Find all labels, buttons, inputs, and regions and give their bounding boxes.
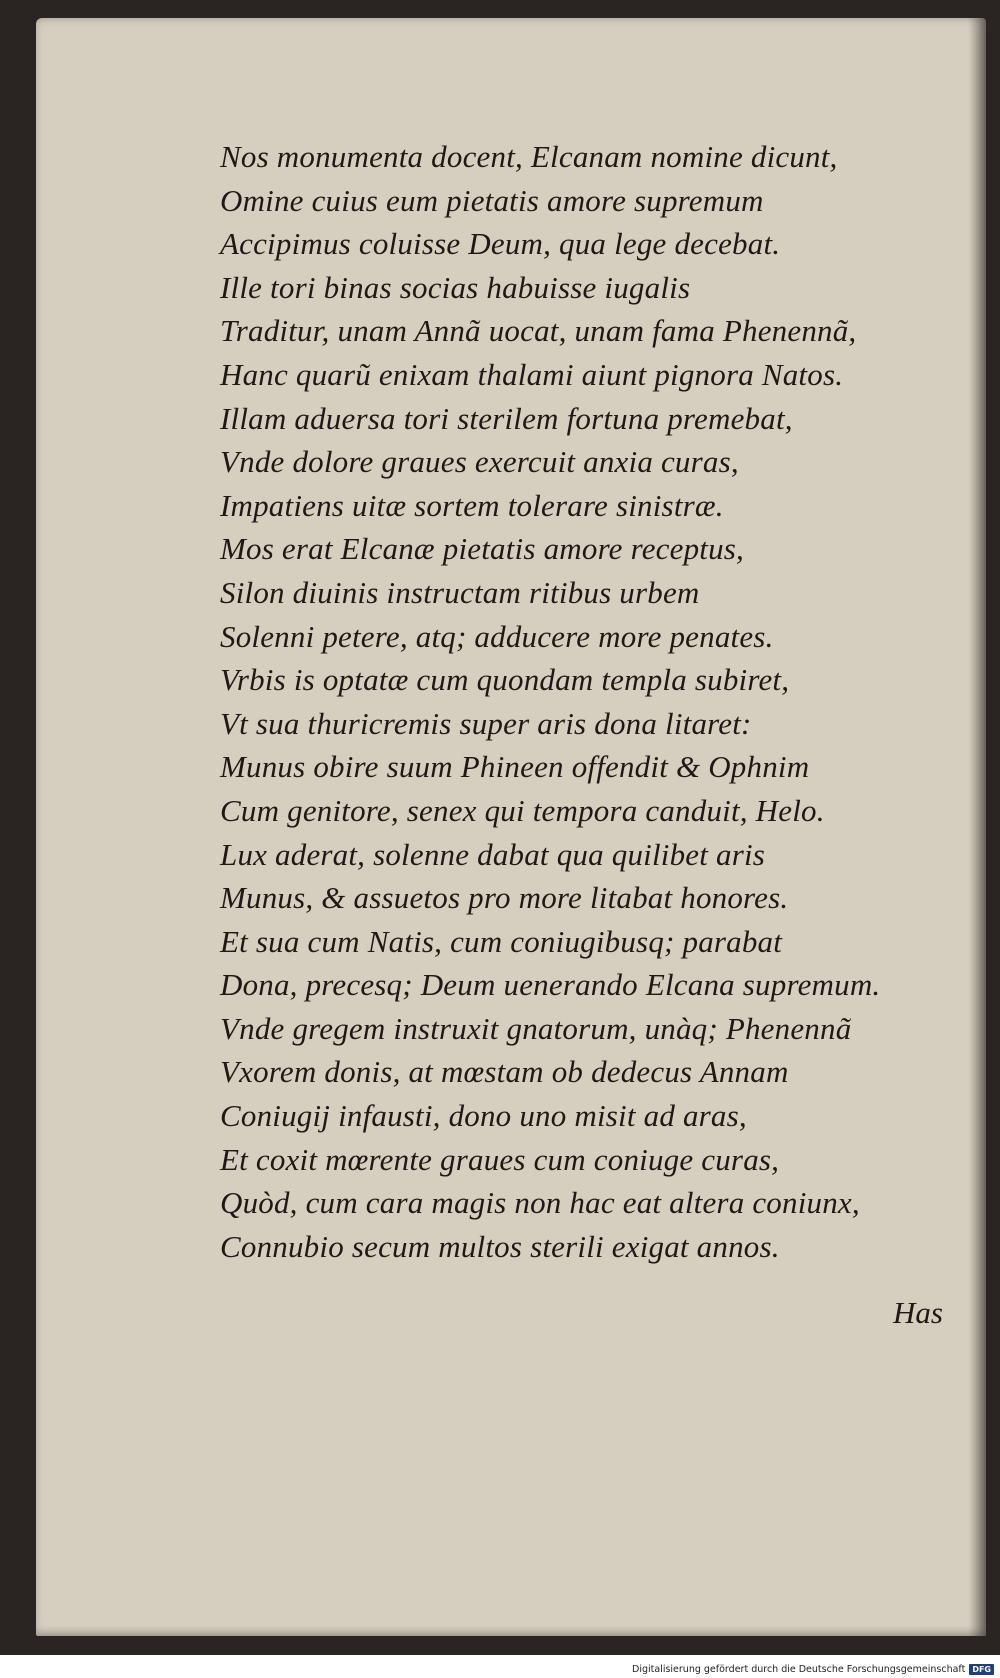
verse-line: Munus obire suum Phineen offendit & Ophnim xyxy=(220,749,810,785)
verse-line: Omine cuius eum pietatis amore supremum xyxy=(220,182,764,218)
verse-line: Lux aderat, solenne dabat qua quilibet aris xyxy=(220,836,766,872)
verse-line: Coniugij infausti, dono uno misit ad aras, xyxy=(220,1098,747,1134)
funding-credit: Digitalisierung gefördert durch die Deutsche Forschungsgemeinschaft xyxy=(632,1664,966,1675)
verse-line: Munus, & assuetos pro more litabat honores. xyxy=(220,880,789,916)
page-edge-shadow xyxy=(968,18,986,1636)
verse-line: Hanc quarũ enixam thalami aiunt pignora Natos. xyxy=(220,356,844,392)
verse-block xyxy=(220,135,960,1268)
verse-line: Dona, precesq; Deum uenerando Elcana supremum. xyxy=(220,967,881,1003)
verse-line: Vt sua thuricremis super aris dona litaret: xyxy=(220,705,752,741)
verse-line: Mos erat Elcanæ pietatis amore receptus, xyxy=(220,531,745,567)
verse-line: Vnde gregem instruxit gnatorum, unàq; Phenennã xyxy=(220,1010,852,1046)
dfg-logo-icon: DFG xyxy=(969,1664,994,1675)
verse-line: Cum genitore, senex qui tempora canduit, Helo. xyxy=(220,792,825,828)
verse-line: Et sua cum Natis, cum coniugibusq; parabat xyxy=(220,923,783,959)
verse-line: Solenni petere, atq; adducere more penates. xyxy=(220,618,774,654)
verse-line: Connubio secum multos sterili exigat annos. xyxy=(220,1228,780,1264)
verse-line: Nos monumenta docent, Elcanam nomine dicunt, xyxy=(220,139,838,174)
verse-line: Silon diuinis instructam ritibus urbem xyxy=(220,574,700,610)
verse-line: Traditur, unam Annã uocat, unam fama Phenennã, xyxy=(220,313,857,349)
verse-line: Impatiens uitæ sortem tolerare sinistræ. xyxy=(220,487,724,523)
verse-line: Vnde dolore graues exercuit anxia curas, xyxy=(220,444,739,480)
verse-line: Accipimus coluisse Deum, qua lege decebat. xyxy=(220,226,781,262)
verse-line: Illam aduersa tori sterilem fortuna premebat, xyxy=(220,400,793,436)
digitization-footer xyxy=(0,1661,1000,1678)
verse-line: Vrbis is optatæ cum quondam templa subiret, xyxy=(220,662,790,698)
catchword: Has xyxy=(893,1295,943,1330)
verse-line: Quòd, cum cara magis non hac eat altera coniunx, xyxy=(220,1185,860,1221)
verse-line: Et coxit mœrente graues cum coniuge curas, xyxy=(220,1141,780,1177)
verse-line: Vxorem donis, at mœstam ob dedecus Annam xyxy=(220,1054,789,1090)
verse-line: Ille tori binas socias habuisse iugalis xyxy=(220,269,691,305)
